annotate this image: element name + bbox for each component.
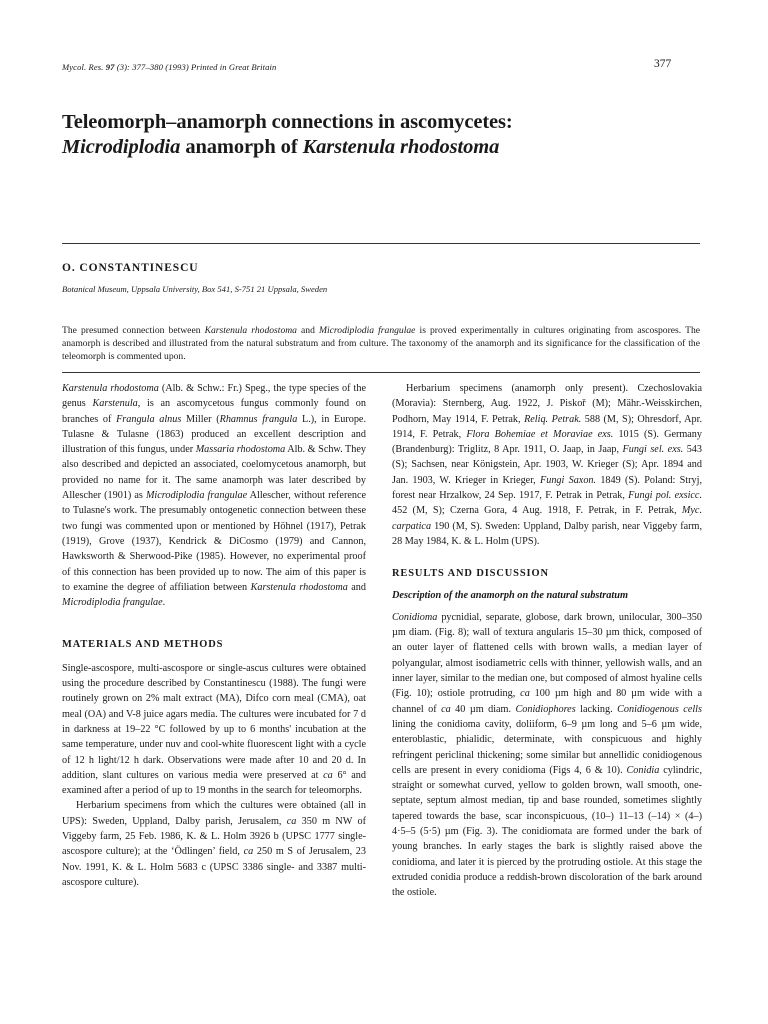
methods-paragraph: Single-ascospore, multi-ascospore or single-ascus cultures were obtained using the procedure described by Constantinescu (1988). The fungi were routinely grown on 2% malt extract (MA), Difco corn meal (CMA), oat meal (OA) and V-8 juice agars media. The cultures were incubated for 7 d in darkness at 19–22 °C followed by up to 6 months' incubation at the same temperature, under nuv and cool-white fluorescent light with a cycle of 12 h light/12 h dark. Observations were made after 10 and 20 d. In addition, slant cultures on various media were preserved at ca 6° and examined after a period of up to 19 months in the search for teleomorphs. [62, 662, 366, 797]
author-name: O. CONSTANTINESCU [62, 262, 199, 274]
journal-citation: Mycol. Res. 97 (3): 377–380 (1993) Printed in Great Britain [62, 62, 277, 72]
specimens-paragraph: Herbarium specimens from which the cultures were obtained (all in UPS): Sweden, Uppland, Dalby parish, Jerusalem, ca 350 m NW of Viggeby farm, 25 Feb. 1986, K. & L. Holm 3926 b (UPSC 1777 single-ascospore culture); at the ‘Ödlingen’ field, ca 250 m S of Jerusalem, 23 Nov. 1991, K. & L. Holm 5683 c (UPSC 3386 single- and 3387 multi-ascospore culture). [62, 800, 366, 888]
right-column [392, 381, 702, 901]
page-number: 377 [654, 58, 672, 70]
title-line-1: Teleomorph–anamorph connections in ascomycetes: [62, 111, 513, 133]
rule-top [62, 243, 700, 244]
intro-paragraph: Karstenula rhodostoma (Alb. & Schw.: Fr.) Speg., the type species of the genus Karstenula, is an ascomycetous fungus commonly found on branches of Frangula alnus Miller (Rhamnus frangula L.), in Europe. Tulasne & Tulasne (1863) produced an excellent description and illustration of this fungus, under Massaria rhodostoma Alb. & Schw. They also described and depicted an associated, coelomycetous anamorph, but provided no name for it. The same anamorph was later described by Allescher (1901) as Microdiplodia frangulae Allescher, without reference to Tulasne's work. The presumably ontogenetic connection between these two fungi was commented upon or mentioned by Höhnel (1917), Petrak (1919), Grove (1937), Kendrick & DiCosmo (1979) and Cannon, Hawksworth & Sherwood-Pike (1985). However, no experimental proof of this connection has been provided up to now. The aim of this paper is to examine the degree of affiliation between Karstenula rhodostoma and Microdiplodia frangulae. [62, 383, 366, 609]
anamorph-description: Conidioma pycnidial, separate, globose, dark brown, unilocular, 300–350 µm diam. (Fig. 8); wall of textura angularis 15–30 µm thick, composed of an outer layer of flattened cells with brown walls, a median layer of polyangular, almost isodiametric cells with thinner, yellowish walls, and an inner layer, similar to the median one, but composed of almost hyaline cells (Fig. 10); ostiole protruding, ca 100 µm high and 80 µm wide with a channel of ca 40 µm diam. Conidiophores lacking. Conidiogenous cells lining the conidioma cavity, doliiform, 6–9 µm long and 5–6 µm wide, enteroblastic, phialidic, determinate, with conspicuous and highly refringent periclinal thickening; some similar but annellidic conidiogenous cells are present in every conidioma (Figs 4, 6 & 10). Conidia cylindric, straight or somewhat curved, yellow to golden brown, wall smooth, one-septate, septum almost median, tip and base rounded, sometimes slightly tapered towards the base, scar inconspicuous, (10–) 11–13 (–14) × (4–) 4·5–5 (5·5) µm (Fig. 3). The conidiomata are formed under the bark of young branches. In early stages the bark is slightly raised above the conidioma, and later it is pierced by the protruding ostiole. At this stage the extruded conidia produce a reddish-brown discoloration of the bark around the ostiole. [392, 611, 702, 899]
results-subheading: Description of the anamorph on the natural substratum [392, 589, 629, 601]
rule-abstract [62, 372, 700, 373]
author-affiliation: Botanical Museum, Uppsala University, Box 541, S-751 21 Uppsala, Sweden [62, 284, 328, 294]
title-line-2: Microdiplodia anamorph of Karstenula rhodostoma [62, 136, 500, 158]
abstract: The presumed connection between Karstenula rhodostoma and Microdiplodia frangulae is proved experimentally in cultures originating from ascospores. The anamorph is described and illustrated from the natural substratum and from culture. The taxonomy of the anamorph and its significance for the classification of the teleomorph is commented upon. [62, 325, 701, 363]
results-heading: RESULTS AND DISCUSSION [392, 568, 549, 580]
methods-heading: MATERIALS AND METHODS [62, 639, 224, 651]
herbarium-paragraph: Herbarium specimens (anamorph only present). Czechoslovakia (Moravia): Sternberg, Aug. 1922, J. Piskoř (M); Mähr.-Weisskirchen, Podhorn, May 1914, F. Petrak, Reliq. Petrak. 588 (M, S); Ohresdorf, Apr. 1914, F. Petrak, Flora Bohemiae et Moraviae exs. 1015 (S). Germany (Brandenburg): Triglitz, 8 Apr. 1911, O. Jaap, in Jaap, Fungi sel. exs. 543 (S); Sachsen, near Königstein, Apr. 1903, W. Krieger (S); Apr. 1894 and Jan. 1903, W. Krieger in Krieger, Fungi Saxon. 1849 (S). Poland: Stryj, forest near Hrzalkow, 24 Sep. 1917, F. Petrak in Petrak, Fungi pol. exsicc. 452 (M, S); Czerna Gora, 4 Aug. 1918, F. Petrak, in F. Petrak, Myc. carpatica 190 (M, S). Sweden: Uppland, Dalby parish, near Viggeby farm, 28 May 1984, K. & L. Holm (UPS). [392, 383, 703, 547]
left-column [62, 381, 366, 890]
